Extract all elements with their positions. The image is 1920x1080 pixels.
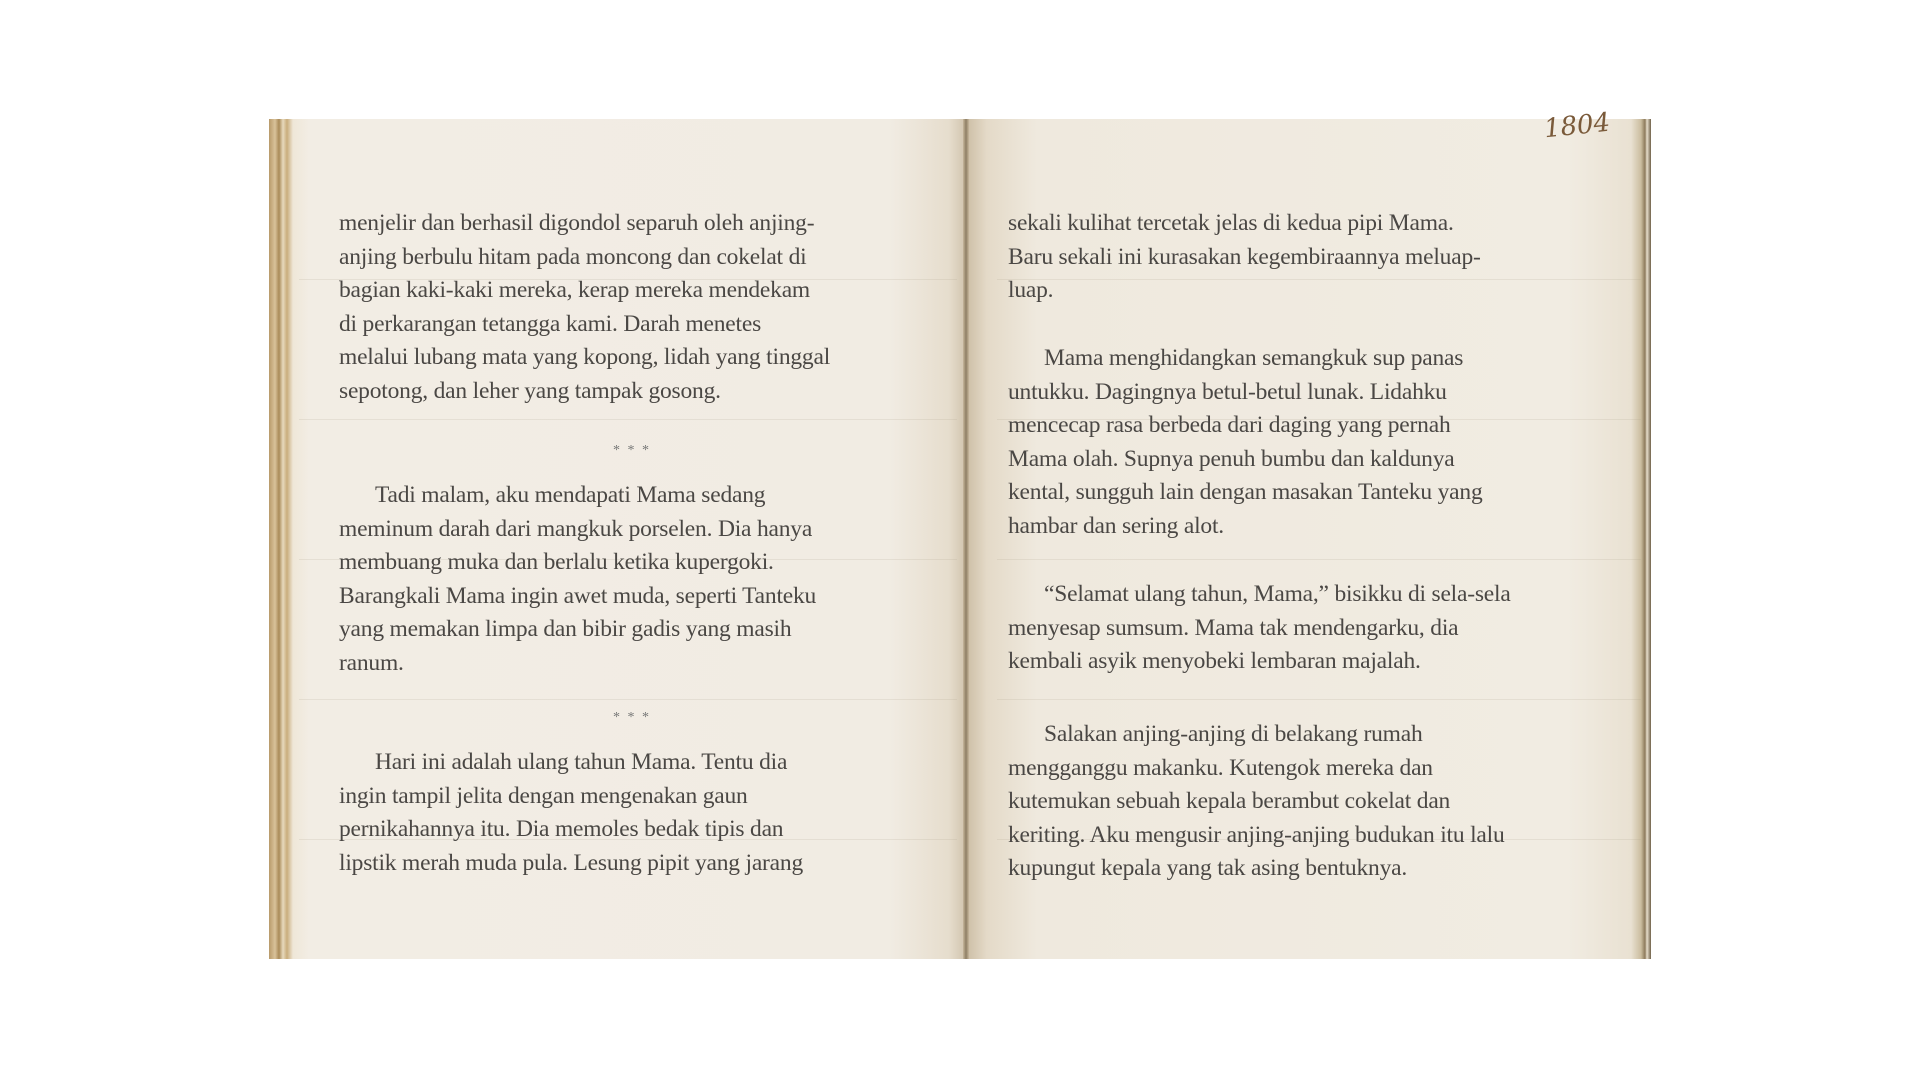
text-line: bagian kaki-kaki mereka, kerap mereka mendekam: [339, 277, 811, 304]
text-line: hambar dan sering alot.: [1008, 512, 1224, 539]
text-line: ranum.: [339, 649, 404, 676]
left-paragraph-3: [339, 746, 803, 880]
text-line: melalui lubang mata yang kopong, lidah yang tinggal: [339, 344, 831, 371]
text-line: Salakan anjing-anjing di belakang rumah: [1044, 721, 1423, 747]
left-paragraph-2: [339, 479, 816, 681]
right-paragraph-3: [1008, 578, 1511, 679]
text-line: menjelir dan berhasil digondol separuh oleh anjing-: [339, 210, 815, 236]
text-line: menyesap sumsum. Mama tak mendengarku, dia: [1008, 614, 1459, 641]
left-paragraph-1: [339, 207, 830, 409]
text-line: mengganggu makanku. Kutengok mereka dan: [1008, 754, 1433, 781]
text-line: kupungut kepala yang tak asing bentuknya.: [1008, 855, 1408, 882]
text-line: Tadi malam, aku mendapati Mama sedang: [375, 482, 766, 508]
text-line: kutemukan sebuah kepala berambut cokelat dan: [1008, 788, 1451, 815]
text-line: kembali asyik menyobeki lembaran majalah.: [1008, 648, 1421, 675]
text-line: mencecap rasa berbeda dari daging yang pernah: [1008, 412, 1451, 439]
book-spine: [963, 119, 969, 959]
text-line: untukku. Dagingnya betul-betul lunak. Lidahku: [1008, 378, 1447, 405]
text-line: kental, sungguh lain dengan masakan Tanteku yang: [1008, 479, 1483, 506]
text-line: Baru sekali ini kurasakan kegembiraannya meluap-: [1008, 243, 1481, 270]
text-line: meminum darah dari mangkuk porselen. Dia hanya: [339, 515, 813, 542]
left-page: [269, 119, 967, 959]
text-line: pernikahannya itu. Dia memoles bedak tipis dan: [339, 816, 784, 843]
text-line: keriting. Aku mengusir anjing-anjing budukan itu lalu: [1008, 821, 1505, 848]
text-line: sepotong, dan leher yang tampak gosong.: [339, 377, 721, 404]
text-line: “Selamat ulang tahun, Mama,” bisikku di sela-sela: [1044, 581, 1511, 607]
text-line: sekali kulihat tercetak jelas di kedua pipi Mama.: [1008, 210, 1454, 236]
right-paragraph-2: [1008, 342, 1483, 544]
text-line: ingin tampil jelita dengan mengenakan gaun: [339, 782, 748, 809]
text-line: Hari ini adalah ulang tahun Mama. Tentu dia: [375, 749, 788, 775]
text-line: di perkarangan tetangga kami. Darah menetes: [339, 310, 762, 337]
text-line: Mama menghidangkan semangkuk sup panas: [1044, 345, 1464, 371]
right-page: [967, 119, 1651, 959]
section-separator: * * *: [613, 710, 651, 725]
open-book: [269, 107, 1651, 959]
right-paragraph-4: [1008, 718, 1505, 886]
section-separator: * * *: [613, 443, 651, 458]
right-paragraph-1: [1008, 207, 1481, 308]
text-line: Mama olah. Supnya penuh bumbu dan kaldunya: [1008, 445, 1455, 472]
text-line: lipstik merah muda pula. Lesung pipit yang jarang: [339, 849, 804, 876]
text-line: membuang muka dan berlalu ketika kupergoki.: [339, 549, 774, 576]
text-line: Barangkali Mama ingin awet muda, seperti Tanteku: [339, 582, 817, 609]
text-line: anjing berbulu hitam pada moncong dan cokelat di: [339, 243, 807, 270]
text-line: luap.: [1008, 277, 1054, 304]
text-line: yang memakan limpa dan bibir gadis yang masih: [339, 616, 792, 643]
handwritten-page-number: 1804: [1542, 107, 1612, 145]
